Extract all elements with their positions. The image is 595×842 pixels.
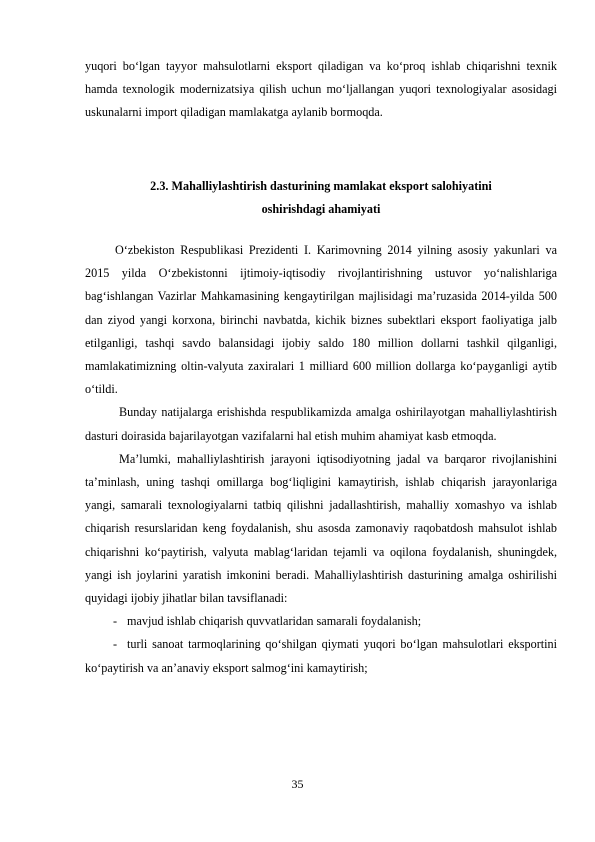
paragraph-2: Bunday natijalarga erishishda respublikamizda amalga oshirilayotgan mahalliylashtirish dasturi doirasida bajarilayotgan vazifalarni hal etish muhim ahamiyat kasb etmoqda. xyxy=(85,405,557,443)
paragraph-1: O‘zbekiston Respublikasi Prezidenti I. Karimovning 2014 yilning asosiy yakunlari va 2015 yilda O‘zbekistonni ijtimoiy-iqtisodiy rivojlantirishning ustuvor yo‘nalishlariga bag‘ishlangan Vazirlar Mahkamasining kengaytirilgan majlisidagi ma’ruzasida 2014-yilda 500 dan ziyod yangi korxona, birinchi navbatda, kichik biznes subektlari eksport faoliyatiga jalb etilganligi, tashqi savdo balansidagi ijobiy saldo 180 million dollarni tashkil qilganligi, mamlakatimizning oltin-valyuta zaxiralari 1 milliard 600 million dollarga ko‘payganligi aytib o‘tildi. xyxy=(85,243,557,397)
bullet-text: turli sanoat tarmoqlarining qo‘shilgan qiymati yuqori bo‘lgan mahsulotlari eksportini ko‘paytirish va an’anaviy eksport salmog‘ini kamaytirish; xyxy=(85,637,557,675)
bullet-dash: - xyxy=(113,637,118,652)
bullet-text: mavjud ishlab chiqarish quvvatlaridan samarali foydalanish; xyxy=(127,614,422,629)
section-heading-line2: oshirishdagi ahamiyati xyxy=(261,202,381,217)
paragraph-continuation: yuqori bo‘lgan tayyor mahsulotlarni eksport qiladigan va ko‘proq ishlab chiqarishni texnik hamda texnologik modernizatsiya qilish uchun mo‘ljallangan yuqori texnologiyalar asosidagi uskunalarni import qiladigan mamlakatga aylanib bormoqda. xyxy=(85,59,557,120)
body-text-block xyxy=(85,239,557,680)
section-heading-line1: 2.3. Mahalliylashtirish dasturining mamlakat eksport salohiyatini xyxy=(150,179,492,193)
section-heading xyxy=(85,175,557,221)
paragraph-3: Ma’lumki, mahalliylashtirish jarayoni iqtisodiyotning jadal va barqaror rivojlanishini ta’minlash, uning tashqi omillarga bog‘liqligini kamaytirish, ishlab chiqarish jarayonlariga yangi, samarali texnologiyalarni tatbiq qilishni jadallashtirish, mahalliy xomashyo va ishlab chiqarish resurslaridan keng foydalanish, shu asosda zamonaviy raqobatdosh mahsulot ishlab chiqarishni ko‘paytirish, valyuta mablag‘laridan tejamli va oqilona foydalanish, shuningdek, yangi ish joylarini yaratish imkonini beradi. Mahalliylashtirish dasturining amalga oshirilishi quyidagi ijobiy jihatlar bilan tavsiflanadi: xyxy=(85,451,557,606)
page-number: 35 xyxy=(291,777,304,791)
top-text-block xyxy=(85,55,557,125)
bullet-dash: - xyxy=(113,614,118,629)
bullet-item-1 xyxy=(85,610,557,633)
bullet-item-2 xyxy=(85,633,557,679)
